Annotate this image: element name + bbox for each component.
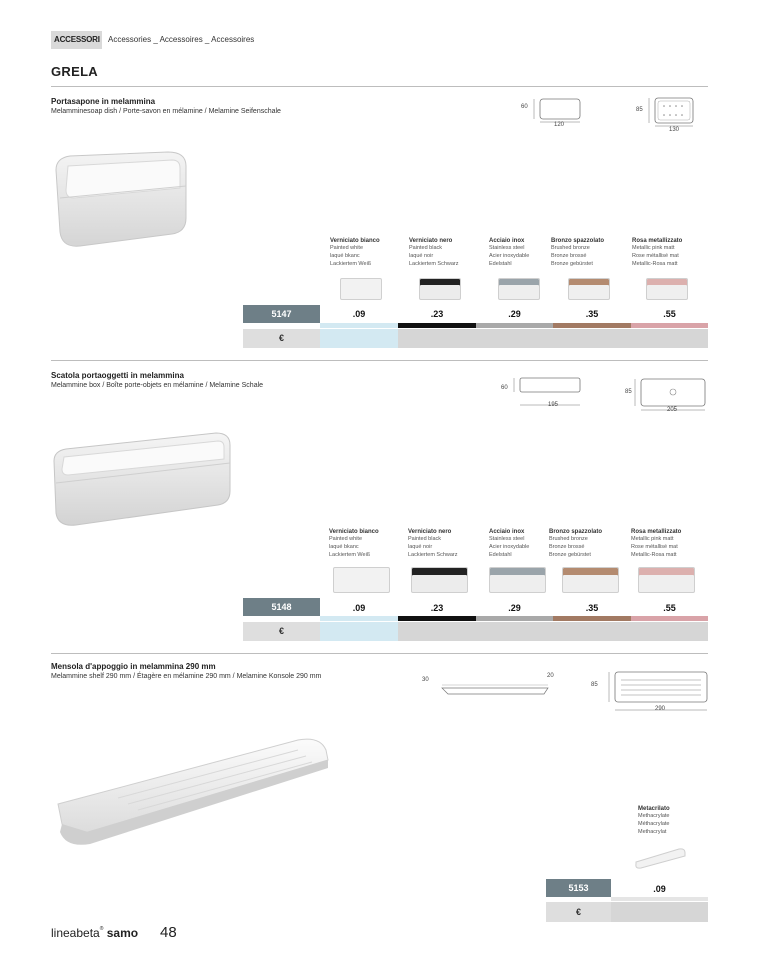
finish-de: Bronze gebürstet <box>549 552 591 558</box>
finish-name: Verniciato nero <box>408 529 452 535</box>
swatch-pink <box>646 278 688 300</box>
footer-logo: lineabeta® samo <box>51 926 139 940</box>
dim-width: 120 <box>554 122 565 128</box>
finish-fr: Acier inoxydable <box>489 544 530 550</box>
finish-color-bar <box>476 323 553 328</box>
price: .09 <box>653 884 666 894</box>
finish-name: Verniciato nero <box>409 238 453 244</box>
dim-depth: 85 <box>636 107 643 113</box>
swatch-black <box>419 278 461 300</box>
price-cell-blank <box>398 329 708 348</box>
swatch-steel <box>489 567 546 593</box>
price-cell-blank <box>320 329 398 348</box>
finish-name: Acciaio inox <box>489 238 525 244</box>
finish-de: Lackiertem Weiß <box>330 261 372 267</box>
finish-pink <box>631 529 709 559</box>
finish-name: Bronzo spazzolato <box>549 529 603 535</box>
product-subtitle: Melamminesoap dish / Porte-savon en mélamine / Melamine Seifenschale <box>51 108 281 115</box>
finish-en: Methacrylate <box>638 813 670 819</box>
product-subtitle: Melammine shelf 290 mm / Étagère en mélamine 290 mm / Melamine Konsole 290 mm <box>51 673 322 680</box>
finish-color-bar <box>320 323 398 328</box>
dim-length: 290 <box>655 706 666 712</box>
finish-color-bar <box>398 323 476 328</box>
dim-height: 30 <box>422 677 429 683</box>
finish-en: Metallic pink matt <box>632 245 675 251</box>
finish-bronze <box>549 529 629 559</box>
price: .35 <box>585 603 599 613</box>
finish-de: Edelstahl <box>489 552 512 558</box>
finish-de: Methacrylat <box>638 829 667 835</box>
finish-color-bar <box>631 616 708 621</box>
finish-fr: Méthacrylate <box>638 821 670 827</box>
price: .09 <box>352 603 366 613</box>
dim-height: 60 <box>521 104 528 110</box>
product-code: 5147 <box>243 305 320 323</box>
finish-en: Painted black <box>408 536 442 542</box>
finish-de: Metallic-Rosa matt <box>632 261 678 267</box>
finish-en: Stainless steel <box>489 536 525 542</box>
product-title: Portasapone in melammina <box>51 97 156 106</box>
product-code: 5153 <box>546 879 611 897</box>
swatch-bronze <box>568 278 610 300</box>
finish-labels <box>330 238 710 278</box>
price: .23 <box>430 309 444 319</box>
finish-fr: laqué noir <box>408 544 433 550</box>
soap-dish-image <box>48 148 193 256</box>
price: .29 <box>508 309 521 319</box>
finish-de: Lackiertem Schwarz <box>408 552 458 558</box>
finish-methacrylate <box>638 806 670 836</box>
finish-name: Metacrilato <box>638 806 670 812</box>
product-title: Scatola portaoggetti in melammina <box>51 371 184 380</box>
divider <box>51 653 708 654</box>
finish-name: Acciaio inox <box>489 529 525 535</box>
finish-en: Painted white <box>329 536 363 542</box>
finish-name: Rosa metallizzato <box>631 529 682 535</box>
dim-width: 195 <box>548 402 559 408</box>
swatch-black <box>411 567 468 593</box>
price: .35 <box>585 309 599 319</box>
finish-de: Lackiertem Schwarz <box>409 261 459 267</box>
finish-de: Bronze gebürstet <box>551 261 593 267</box>
page-number: 48 <box>160 924 177 941</box>
price: .23 <box>430 603 444 613</box>
dim-depth: 85 <box>591 682 598 688</box>
product-subtitle: Melammine box / Boîte porte-objets en mélamine / Melamine Schale <box>51 382 264 389</box>
finish-color-bar <box>611 897 708 901</box>
currency-cell: € <box>546 902 611 922</box>
finish-fr: Bronze brossé <box>549 544 585 550</box>
shelf-image <box>48 732 338 862</box>
box-image <box>48 427 238 532</box>
finish-color-bar <box>476 616 553 621</box>
swatch-steel <box>498 278 540 300</box>
finish-fr: Rose métallisé mat <box>632 253 679 259</box>
price: .55 <box>663 309 676 319</box>
dimension-drawing <box>420 668 715 716</box>
finish-en: Painted white <box>330 245 364 251</box>
finish-fr: Acier inoxydable <box>489 253 530 259</box>
finish-en: Brushed bronze <box>549 536 588 542</box>
price-cell-blank <box>320 622 398 641</box>
swatch-methacrylate <box>633 846 688 871</box>
finish-white <box>330 238 408 268</box>
price: .29 <box>508 603 521 613</box>
finish-en: Brushed bronze <box>551 245 590 251</box>
finish-en: Stainless steel <box>489 245 525 251</box>
section-tag: ACCESSORI <box>51 31 102 49</box>
finish-en: Metallic pink matt <box>631 536 674 542</box>
dim-height-front: 20 <box>547 673 554 679</box>
finish-name: Verniciato bianco <box>330 238 380 244</box>
product-code: 5148 <box>243 598 320 616</box>
dim-length: 205 <box>667 407 678 413</box>
finish-fr: laqué noir <box>409 253 434 259</box>
finish-de: Metallic-Rosa matt <box>631 552 677 558</box>
dim-depth: 85 <box>625 389 632 395</box>
finish-labels <box>329 529 709 569</box>
brand-bold: samo <box>106 926 139 940</box>
finish-de: Lackiertem Weiß <box>329 552 371 558</box>
divider <box>51 86 708 87</box>
finish-en: Painted black <box>409 245 443 251</box>
finish-fr: Bronze brossé <box>551 253 587 259</box>
finish-color-bar <box>398 616 476 621</box>
price: .55 <box>663 603 676 613</box>
dimension-drawing <box>495 372 715 417</box>
finish-color-bar <box>553 616 631 621</box>
finish-steel <box>489 238 551 268</box>
divider <box>51 360 708 361</box>
finish-bronze <box>551 238 631 268</box>
swatch-bronze <box>562 567 619 593</box>
currency-cell: € <box>243 622 320 641</box>
dim-length: 130 <box>669 127 680 133</box>
price-cell-blank <box>611 902 708 922</box>
finish-name: Rosa metallizzato <box>632 238 683 244</box>
product-title: Mensola d'appoggio in melammina 290 mm <box>51 662 216 671</box>
finish-de: Edelstahl <box>489 261 512 267</box>
price: .09 <box>352 309 366 319</box>
finish-white <box>329 529 407 559</box>
finish-color-bar <box>320 616 398 621</box>
swatch-white <box>333 567 390 593</box>
finish-fr: laqué bkanc <box>329 544 359 550</box>
finish-color-bar <box>631 323 708 328</box>
swatch-pink <box>638 567 695 593</box>
finish-name: Verniciato bianco <box>329 529 379 535</box>
swatch-white <box>340 278 382 300</box>
finish-pink <box>632 238 710 268</box>
finish-steel <box>489 529 551 559</box>
finish-black <box>408 529 486 559</box>
finish-black <box>409 238 487 268</box>
finish-name: Bronzo spazzolato <box>551 238 605 244</box>
brand-light: lineabeta <box>51 926 100 940</box>
finish-fr: Rose métallisé mat <box>631 544 678 550</box>
price-cell-blank <box>398 622 708 641</box>
section-subtitle: Accessories _ Accessoires _ Accessoires <box>108 35 255 44</box>
finish-fr: laqué bkanc <box>330 253 360 259</box>
series-title: GRELA <box>51 64 98 79</box>
dimension-drawing <box>515 95 715 137</box>
finish-color-bar <box>553 323 631 328</box>
currency-cell: € <box>243 329 320 348</box>
dim-height: 60 <box>501 385 508 391</box>
